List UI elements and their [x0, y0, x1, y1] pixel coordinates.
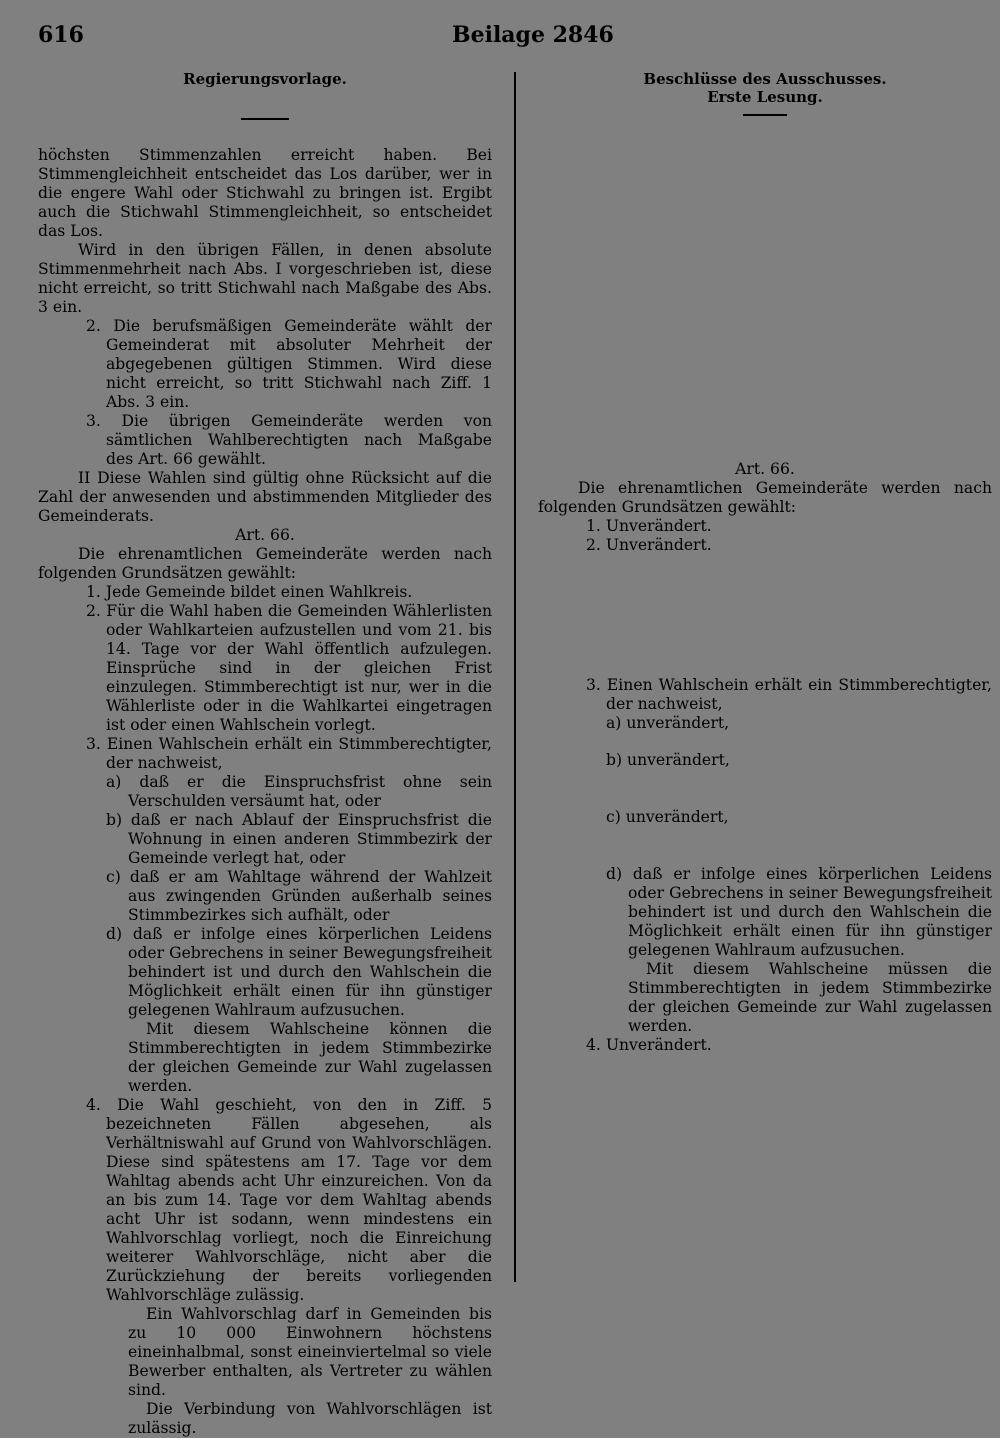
heading-rule — [743, 114, 787, 116]
numbered-item: 1. Jede Gemeinde bildet einen Wahlkreis. — [86, 583, 413, 601]
sub-item: b) daß er nach Ablauf der Einspruchsfrist die Wohnung in einen anderen Stimmbezirk der Gemeinde verlegt hat, oder — [106, 811, 492, 867]
numbered-item: 2. Unverändert. — [586, 536, 712, 554]
numbered-item: 2. Die berufsmäßigen Gemeinderäte wählt der Gemeinderat mit absoluter Mehrheit der abgegebenen gültigen Stimmen. Wird diese nicht erreicht, so tritt Stichwahl nach Ziff. 1 Abs. 3 ein. — [86, 317, 492, 411]
paragraph: Die ehrenamtlichen Gemeinderäte werden nach folgenden Grundsätzen gewählt: — [538, 479, 992, 516]
left-column-heading: Regierungsvorlage. — [183, 70, 347, 88]
right-item-3 — [538, 676, 992, 733]
article-heading: Art. 66. — [235, 526, 295, 544]
right-item-3d — [538, 865, 992, 1055]
page-header-title: Beilage 2846 — [452, 22, 614, 48]
sub-item: c) unverändert, — [606, 808, 729, 826]
numbered-item: 1. Unverändert. — [586, 517, 712, 535]
right-column-subheading: Erste Lesung. — [707, 88, 823, 106]
paragraph: Die ehrenamtlichen Gemeinderäte werden nach folgenden Grundsätzen gewählt: — [38, 545, 492, 582]
left-column-text — [38, 146, 492, 1438]
numbered-item: 4. Unverändert. — [586, 1036, 712, 1054]
sub-item: b) unverändert, — [606, 751, 730, 769]
right-item-3c — [538, 808, 992, 827]
column-divider — [514, 72, 516, 1282]
heading-rule — [241, 118, 289, 120]
sub-item: c) daß er am Wahltage während der Wahlzeit aus zwingenden Gründen außerhalb seines Stimmbezirkes sich aufhält, oder — [106, 868, 492, 924]
numbered-item: 3. Die übrigen Gemeinderäte werden von sämtlichen Wahlberechtigten nach Maßgabe des Art. 66 gewählt. — [86, 412, 492, 468]
left-column — [38, 70, 492, 1438]
paragraph: II Diese Wahlen sind gültig ohne Rücksicht auf die Zahl der anwesenden und abstimmenden Mitglieder des Gemeinderats. — [38, 469, 492, 525]
sub-item: a) unverändert, — [606, 714, 730, 732]
numbered-item: 3. Einen Wahlschein erhält ein Stimmberechtigter, der nachweist, — [586, 676, 992, 713]
numbered-item: 4. Die Wahl geschieht, von den in Ziff. 5 bezeichneten Fällen abgesehen, als Verhältniswahl auf Grund von Wahlvorschlägen. Diese sind spätestens am 17. Tage vor dem Wahltag abends acht Uhr einzureichen. Von da an bis zum 14. Tage vor dem Wahltag abends acht Uhr ist sodann, wenn mindestens ein Wahlvorschlag vorliegt, noch die Einreichung weiterer Wahlvorschläge, nicht aber die Zurückziehung der bereits vorliegenden Wahlvorschläge zulässig. — [86, 1096, 492, 1304]
article-heading: Art. 66. — [735, 460, 795, 478]
right-article-block — [538, 460, 992, 555]
sub-item-continuation: Mit diesem Wahlscheine müssen die Stimmberechtigten in jedem Stimmbezirke der gleichen Gemeinde zur Wahl zugelassen werden. — [628, 960, 992, 1035]
page-number: 616 — [38, 22, 84, 48]
sub-item: a) daß er die Einspruchsfrist ohne sein Verschulden versäumt hat, oder — [106, 773, 492, 810]
right-column — [538, 70, 992, 1054]
sub-item-continuation: Mit diesem Wahlscheine können die Stimmberechtigten in jedem Stimmbezirke der gleichen Gemeinde zur Wahl zugelassen werden. — [128, 1020, 492, 1095]
sub-item: d) daß er infolge eines körperlichen Leidens oder Gebrechens in seiner Bewegungsfreiheit behindert ist und durch den Wahlschein die Möglichkeit erhält einen für ihn günstiger gelegenen Wahlraum aufzusuchen. — [106, 925, 492, 1019]
paragraph: Die Verbindung von Wahlvorschlägen ist zulässig. — [128, 1400, 492, 1437]
numbered-item: 3. Einen Wahlschein erhält ein Stimmberechtigter, der nachweist, — [86, 735, 492, 772]
paragraph: Wird in den übrigen Fällen, in denen absolute Stimmenmehrheit nach Abs. I vorgeschrieben ist, diese nicht erreicht, so tritt Stichwahl nach Maßgabe des Abs. 3 ein. — [38, 241, 492, 316]
numbered-item: 2. Für die Wahl haben die Gemeinden Wählerlisten oder Wahlkarteien aufzustellen und vom 21. bis 14. Tage vor der Wahl öffentlich aufzulegen. Einsprüche sind in der gleichen Frist einzulegen. Stimmberechtigt ist nur, wer in die Wählerliste oder in die Wahlkartei eingetragen ist oder einen Wahlschein vorlegt. — [86, 602, 492, 734]
right-column-heading: Beschlüsse des Ausschusses. — [643, 70, 887, 88]
paragraph: höchsten Stimmenzahlen erreicht haben. Bei Stimmengleichheit entscheidet das Los darüber, wer in die engere Wahl oder Stichwahl zu bringen ist. Ergibt auch die Stichwahl Stimmengleichheit, so entscheidet das Los. — [38, 146, 492, 240]
paragraph: Ein Wahlvorschlag darf in Gemeinden bis zu 10 000 Einwohnern höchstens eineinhalbmal, sonst eineinviertelmal so viele Bewerber enthalten, als Vertreter zu wählen sind. — [128, 1305, 492, 1399]
sub-item: d) daß er infolge eines körperlichen Leidens oder Gebrechens in seiner Bewegungsfreiheit behindert ist und durch den Wahlschein die Möglichkeit erhält einen für ihn günstiger gelegenen Wahlraum aufzusuchen. — [606, 865, 992, 959]
right-item-3b — [538, 751, 992, 770]
